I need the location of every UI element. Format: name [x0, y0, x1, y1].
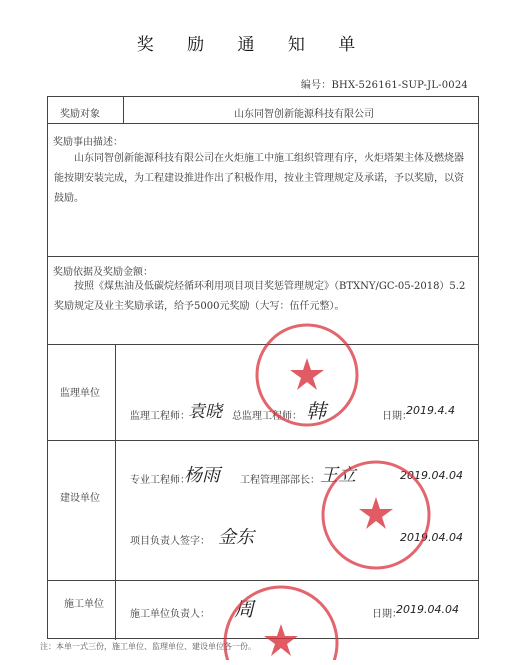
- project-lead-signature: 金东: [218, 527, 254, 548]
- document-number: 编号：BHX-526161-SUP-JL-0024: [300, 80, 468, 91]
- supervision-label: 监理单位: [60, 388, 100, 399]
- construction-label: 建设单位: [60, 493, 100, 504]
- reason-text: 山东同智创新能源科技有限公司在火炬施工中施工组织管理有序，火炬塔架主体及燃烧器能按期安装完成，为工程建设推进作出了积极作用，按业主管理规定及承诺，予以奖励，以资鼓励。: [54, 153, 464, 204]
- supervision-chief-label: 总监理工程师：: [232, 411, 302, 422]
- supervision-chief-signature: 韩: [306, 399, 326, 423]
- specialist-label: 专业工程师：: [130, 475, 190, 486]
- contractor-lead-label: 施工单位负责人：: [130, 609, 210, 620]
- supervision-engineer-signature: 袁晓: [188, 402, 222, 422]
- seal-star: [359, 497, 393, 529]
- row-divider: [48, 256, 478, 257]
- supervision-engineer-label: 监理工程师：: [130, 411, 190, 422]
- supervision-date: 2019.4.4: [406, 404, 455, 417]
- specialist-signature: 杨雨: [184, 465, 220, 486]
- construction-date-1: 2019.04.04: [400, 469, 463, 482]
- column-divider: [123, 97, 124, 123]
- supervision-date-label: 日期：: [382, 411, 412, 422]
- construction-date-2: 2019.04.04: [400, 531, 463, 544]
- award-target-label: 奖励对象: [60, 109, 100, 120]
- footnote: 注：本单一式三份，施工单位、监理单位、建设单位各一份。: [40, 642, 256, 651]
- contractor-label: 施工单位: [64, 599, 104, 610]
- reason-label: 奖励事由描述：: [53, 137, 123, 148]
- manager-signature: 王立: [320, 465, 356, 486]
- manager-label: 工程管理部部长：: [240, 475, 320, 486]
- contractor-date-label: 日期：: [372, 609, 402, 620]
- row-divider: [48, 440, 478, 441]
- seal-star: [264, 624, 298, 656]
- supervision-seal-icon: [252, 320, 362, 430]
- basis-text: 按照《煤焦油及低碳烷烃循环利用项目项目奖惩管理规定》（BTXNY/GC-05-2018）5.2奖励规定及业主奖励承诺，给予5000元奖励（大写：伍仟元整）。: [54, 281, 466, 312]
- basis-label: 奖励依据及奖励金额：: [53, 267, 153, 278]
- row-divider: [48, 123, 478, 124]
- award-target-value: 山东同智创新能源科技有限公司: [234, 109, 374, 120]
- column-divider: [115, 344, 116, 640]
- construction-seal-icon: [318, 457, 434, 573]
- contractor-date: 2019.04.04: [396, 603, 459, 616]
- project-lead-label: 项目负责人签字：: [130, 536, 210, 547]
- contractor-lead-signature: 周: [234, 597, 254, 621]
- seal-star: [290, 358, 324, 390]
- page-title: 奖 励 通 知 单: [136, 35, 370, 55]
